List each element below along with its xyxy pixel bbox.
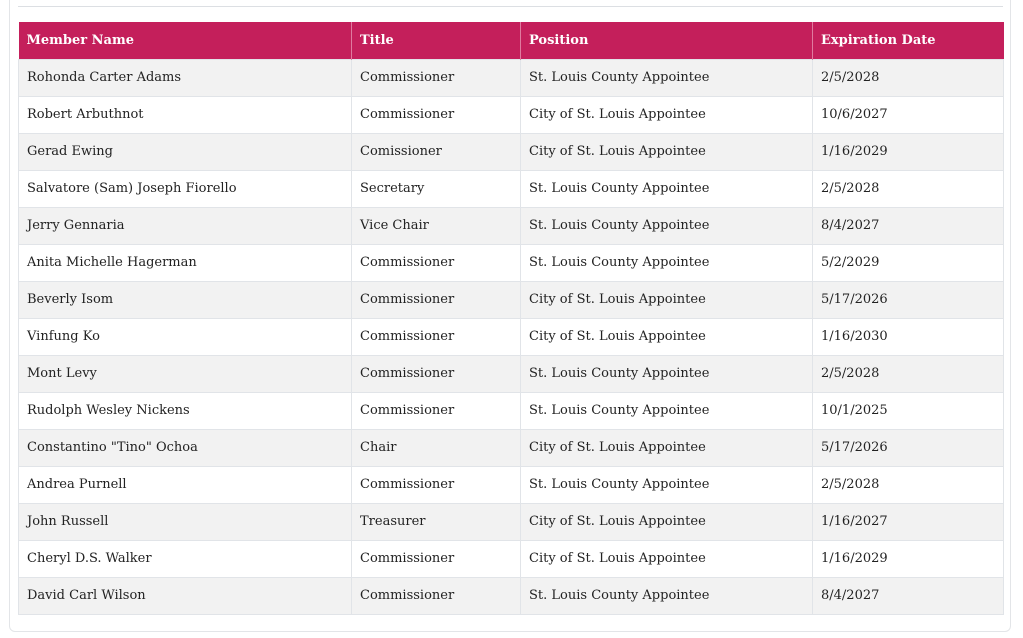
column-header-expiration-date: Expiration Date: [813, 22, 1004, 59]
member-name-cell: David Carl Wilson: [19, 577, 352, 614]
expiration-date-cell: 5/17/2026: [813, 429, 1004, 466]
table-row: [19, 466, 1004, 503]
position-cell: City of St. Louis Appointee: [521, 540, 813, 577]
expiration-date-cell: 10/6/2027: [813, 96, 1004, 133]
position-cell: City of St. Louis Appointee: [521, 96, 813, 133]
position-cell: City of St. Louis Appointee: [521, 429, 813, 466]
column-header-member-name: Member Name: [19, 22, 352, 59]
member-name-cell: Rohonda Carter Adams: [19, 59, 352, 96]
table-row: [19, 133, 1004, 170]
table-row: [19, 429, 1004, 466]
table-row: [19, 392, 1004, 429]
title-cell: Secretary: [352, 170, 521, 207]
position-cell: St. Louis County Appointee: [521, 577, 813, 614]
expiration-date-cell: 2/5/2028: [813, 59, 1004, 96]
title-cell: Comissioner: [352, 133, 521, 170]
expiration-date-cell: 1/16/2029: [813, 133, 1004, 170]
position-cell: City of St. Louis Appointee: [521, 318, 813, 355]
position-cell: City of St. Louis Appointee: [521, 133, 813, 170]
expiration-date-cell: 1/16/2027: [813, 503, 1004, 540]
title-cell: Commissioner: [352, 318, 521, 355]
position-cell: St. Louis County Appointee: [521, 466, 813, 503]
table-row: [19, 577, 1004, 614]
table-row: [19, 281, 1004, 318]
expiration-date-cell: 2/5/2028: [813, 355, 1004, 392]
table-header-row: [19, 22, 1004, 59]
table-row: [19, 207, 1004, 244]
table-row: [19, 170, 1004, 207]
position-cell: City of St. Louis Appointee: [521, 503, 813, 540]
expiration-date-cell: 10/1/2025: [813, 392, 1004, 429]
title-cell: Commissioner: [352, 244, 521, 281]
expiration-date-cell: 5/2/2029: [813, 244, 1004, 281]
members-table: [18, 22, 1004, 615]
table-row: [19, 318, 1004, 355]
title-cell: Commissioner: [352, 96, 521, 133]
member-name-cell: Jerry Gennaria: [19, 207, 352, 244]
member-name-cell: Robert Arbuthnot: [19, 96, 352, 133]
expiration-date-cell: 8/4/2027: [813, 577, 1004, 614]
table-row: [19, 540, 1004, 577]
section-divider: [18, 6, 1003, 7]
position-cell: St. Louis County Appointee: [521, 392, 813, 429]
position-cell: St. Louis County Appointee: [521, 355, 813, 392]
title-cell: Commissioner: [352, 577, 521, 614]
member-name-cell: Andrea Purnell: [19, 466, 352, 503]
table-row: [19, 503, 1004, 540]
title-cell: Treasurer: [352, 503, 521, 540]
title-cell: Commissioner: [352, 392, 521, 429]
title-cell: Vice Chair: [352, 207, 521, 244]
member-name-cell: Beverly Isom: [19, 281, 352, 318]
title-cell: Commissioner: [352, 355, 521, 392]
position-cell: St. Louis County Appointee: [521, 244, 813, 281]
member-name-cell: Constantino "Tino" Ochoa: [19, 429, 352, 466]
member-name-cell: Vinfung Ko: [19, 318, 352, 355]
table-row: [19, 96, 1004, 133]
position-cell: St. Louis County Appointee: [521, 207, 813, 244]
expiration-date-cell: 2/5/2028: [813, 466, 1004, 503]
expiration-date-cell: 2/5/2028: [813, 170, 1004, 207]
table-row: [19, 59, 1004, 96]
title-cell: Commissioner: [352, 540, 521, 577]
member-name-cell: Gerad Ewing: [19, 133, 352, 170]
expiration-date-cell: 8/4/2027: [813, 207, 1004, 244]
member-name-cell: Anita Michelle Hagerman: [19, 244, 352, 281]
title-cell: Commissioner: [352, 281, 521, 318]
column-header-position: Position: [521, 22, 813, 59]
position-cell: City of St. Louis Appointee: [521, 281, 813, 318]
title-cell: Commissioner: [352, 59, 521, 96]
member-name-cell: Salvatore (Sam) Joseph Fiorello: [19, 170, 352, 207]
member-name-cell: Cheryl D.S. Walker: [19, 540, 352, 577]
title-cell: Commissioner: [352, 466, 521, 503]
member-name-cell: John Russell: [19, 503, 352, 540]
table-row: [19, 355, 1004, 392]
position-cell: St. Louis County Appointee: [521, 170, 813, 207]
expiration-date-cell: 1/16/2030: [813, 318, 1004, 355]
member-name-cell: Mont Levy: [19, 355, 352, 392]
title-cell: Chair: [352, 429, 521, 466]
table-row: [19, 244, 1004, 281]
member-name-cell: Rudolph Wesley Nickens: [19, 392, 352, 429]
expiration-date-cell: 1/16/2029: [813, 540, 1004, 577]
expiration-date-cell: 5/17/2026: [813, 281, 1004, 318]
column-header-title: Title: [352, 22, 521, 59]
position-cell: St. Louis County Appointee: [521, 59, 813, 96]
